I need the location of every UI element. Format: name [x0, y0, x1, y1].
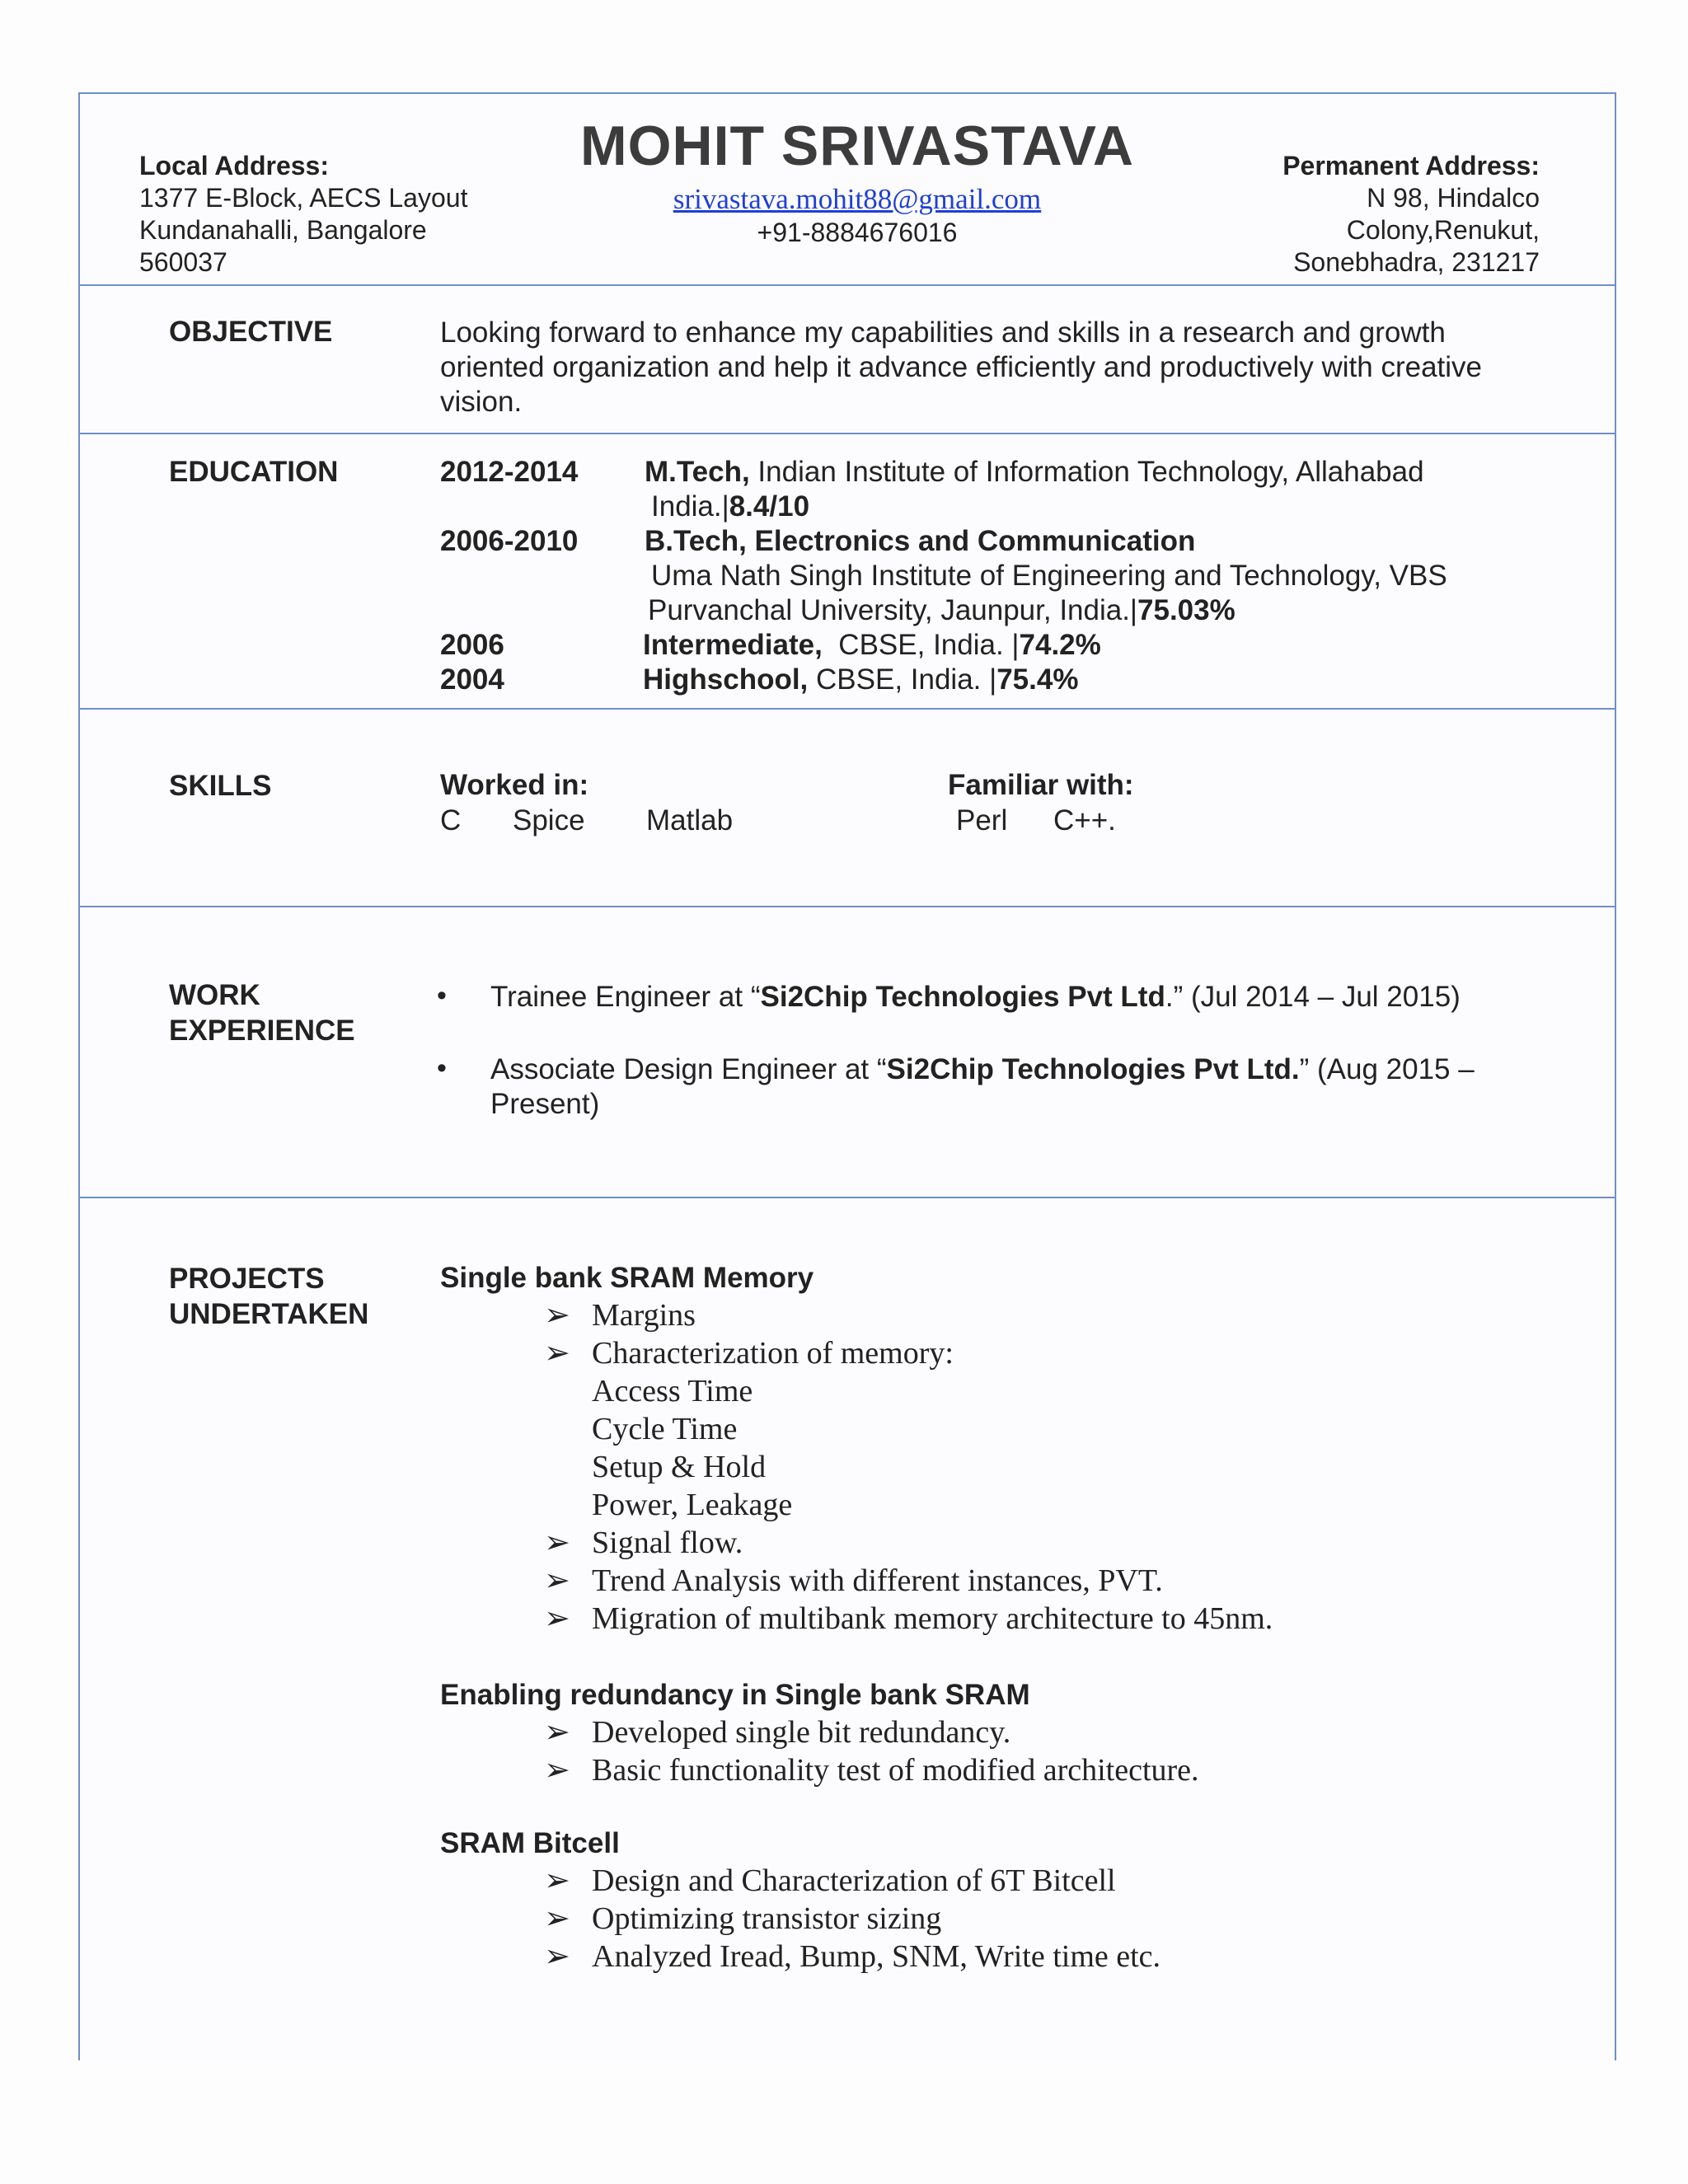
edu-score: 75.03% — [1137, 594, 1236, 626]
project-title: SRAM Bitcell — [440, 1827, 620, 1859]
skill-item: Perl — [956, 804, 1008, 837]
arrow-bullet-icon: ➢ — [544, 1939, 570, 1974]
arrow-bullet-icon: ➢ — [544, 1336, 570, 1371]
skills-worked-heading: Worked in: — [440, 769, 589, 801]
local-address-line: 560037 — [139, 247, 227, 277]
project-subitem: Setup & Hold — [592, 1450, 767, 1484]
edu-year: 2006-2010 — [440, 525, 579, 557]
edu-detail-line — [648, 593, 1236, 628]
work-item-continuation: Present) — [490, 1088, 600, 1120]
permanent-address-line: N 98, Hindalco — [1367, 183, 1540, 213]
objective-line: Looking forward to enhance my capabilities and skills in a research and growth — [440, 316, 1446, 349]
edu-degree: Intermediate, — [643, 629, 823, 661]
edu-year: 2012-2014 — [440, 456, 579, 488]
project-bullet-text: Developed single bit redundancy. — [592, 1715, 1011, 1750]
arrow-bullet-icon: ➢ — [544, 1526, 570, 1560]
skill-item: Matlab — [646, 804, 734, 837]
permanent-address-line: Sonebhadra, 231217 — [1293, 247, 1540, 277]
work-company: Si2Chip Technologies Pvt Ltd. — [886, 1053, 1300, 1085]
arrow-bullet-icon: ➢ — [544, 1901, 570, 1936]
email-link[interactable]: srivastava.mohit88@gmail.com — [673, 183, 1042, 215]
local-address-line: 1377 E-Block, AECS Layout — [139, 183, 468, 213]
project-bullet — [544, 1938, 1160, 1975]
project-subitem: Cycle Time — [592, 1412, 738, 1446]
permanent-address-line: Colony,Renukut, — [1346, 215, 1540, 245]
project-subitem: Power, Leakage — [592, 1488, 793, 1522]
projects-heading-line: PROJECTS — [169, 1263, 325, 1295]
edu-degree: Highschool, — [643, 663, 809, 696]
project-bullet-text: Signal flow. — [592, 1526, 743, 1560]
work-period: .” (Jul 2014 – Jul 2015) — [1165, 981, 1461, 1013]
project-bullet — [544, 1562, 1163, 1600]
section-heading-objective: OBJECTIVE — [169, 316, 333, 348]
section-heading-projects — [169, 1261, 368, 1332]
skill-item: C — [440, 804, 462, 837]
objective-line: vision. — [440, 386, 523, 418]
arrow-bullet-icon: ➢ — [544, 1563, 570, 1598]
divider — [78, 1197, 1616, 1198]
divider — [78, 708, 1616, 710]
project-title: Single bank SRAM Memory — [440, 1262, 814, 1294]
edu-degree-line — [643, 628, 1101, 663]
permanent-address-heading: Permanent Address: — [1282, 151, 1540, 180]
project-bullet — [544, 1334, 954, 1372]
edu-degree: B.Tech, Electronics and Communication — [645, 525, 1196, 557]
edu-board: CBSE, India. | — [808, 663, 997, 696]
project-bullet — [544, 1600, 1273, 1638]
edu-location: India.| — [651, 490, 729, 523]
edu-degree: M.Tech, — [645, 456, 750, 488]
edu-score: 75.4% — [996, 663, 1079, 696]
project-bullet-text: Migration of multibank memory architecture to 45nm. — [592, 1601, 1273, 1636]
arrow-bullet-icon: ➢ — [544, 1863, 570, 1898]
edu-year: 2006 — [440, 629, 504, 661]
project-bullet — [544, 1862, 1116, 1900]
arrow-bullet-icon: ➢ — [544, 1601, 570, 1636]
work-heading-line: EXPERIENCE — [169, 1015, 355, 1047]
divider — [78, 906, 1616, 907]
arrow-bullet-icon: ➢ — [544, 1298, 570, 1333]
objective-line: oriented organization and help it advance efficiently and productively with creative — [440, 351, 1483, 383]
project-bullet-text: Analyzed Iread, Bump, SNM, Write time etc. — [592, 1939, 1161, 1974]
project-bullet-text: Margins — [592, 1298, 696, 1333]
project-bullet — [544, 1713, 1010, 1751]
skill-item: Spice — [513, 804, 585, 837]
edu-detail-line — [651, 490, 809, 524]
project-bullet-text: Trend Analysis with different instances, PVT. — [592, 1563, 1163, 1598]
header-center — [528, 114, 1187, 248]
local-address-heading: Local Address: — [139, 151, 329, 180]
project-bullet-text: Optimizing transistor sizing — [592, 1901, 942, 1936]
work-role: Trainee Engineer at “ — [490, 981, 761, 1013]
bullet-icon: • — [437, 1052, 447, 1084]
project-bullet — [544, 1296, 696, 1334]
project-bullet — [544, 1751, 1199, 1789]
edu-year: 2004 — [440, 663, 504, 696]
work-item — [490, 980, 1461, 1015]
edu-location: Purvanchal University, Jaunpur, India.| — [648, 594, 1138, 626]
work-item — [490, 1052, 1475, 1087]
edu-score: 8.4/10 — [729, 490, 810, 523]
permanent-address — [1210, 150, 1540, 279]
project-bullet — [544, 1524, 743, 1562]
edu-degree-line — [643, 663, 1078, 697]
arrow-bullet-icon: ➢ — [544, 1715, 570, 1750]
arrow-bullet-icon: ➢ — [544, 1753, 570, 1788]
projects-heading-line: UNDERTAKEN — [169, 1298, 369, 1330]
skill-item: C++. — [1053, 804, 1116, 837]
divider — [78, 284, 1616, 286]
divider — [78, 433, 1616, 434]
local-address — [139, 150, 467, 279]
section-heading-work — [169, 977, 355, 1048]
edu-score: 74.2% — [1019, 629, 1101, 661]
phone-number: +91-8884676016 — [757, 218, 958, 247]
project-bullet-text: Basic functionality test of modified architecture. — [592, 1753, 1199, 1788]
project-bullet-text: Characterization of memory: — [592, 1336, 954, 1371]
project-bullet — [544, 1900, 941, 1938]
objective-text — [440, 316, 1594, 419]
project-subitem: Access Time — [592, 1374, 753, 1408]
project-bullet-text: Design and Characterization of 6T Bitcell — [592, 1863, 1116, 1898]
section-heading-education: EDUCATION — [169, 456, 339, 488]
edu-institution: Indian Institute of Information Technology, Allahabad — [749, 456, 1424, 488]
skills-familiar-heading: Familiar with: — [948, 769, 1134, 801]
edu-board: CBSE, India. | — [822, 629, 1020, 661]
edu-degree-line — [645, 455, 1424, 490]
candidate-name: MOHIT SRIVASTAVA — [579, 115, 1135, 177]
local-address-line: Kundanahalli, Bangalore — [139, 215, 427, 245]
project-title: Enabling redundancy in Single bank SRAM — [440, 1679, 1030, 1711]
work-period: ” (Aug 2015 – — [1299, 1053, 1475, 1085]
work-heading-line: WORK — [169, 979, 260, 1011]
section-heading-skills: SKILLS — [169, 770, 272, 802]
edu-institution: Uma Nath Singh Institute of Engineering and Technology, VBS — [651, 560, 1447, 592]
work-role: Associate Design Engineer at “ — [490, 1053, 887, 1085]
work-company: Si2Chip Technologies Pvt Ltd — [760, 981, 1165, 1013]
bullet-icon: • — [437, 980, 447, 1011]
